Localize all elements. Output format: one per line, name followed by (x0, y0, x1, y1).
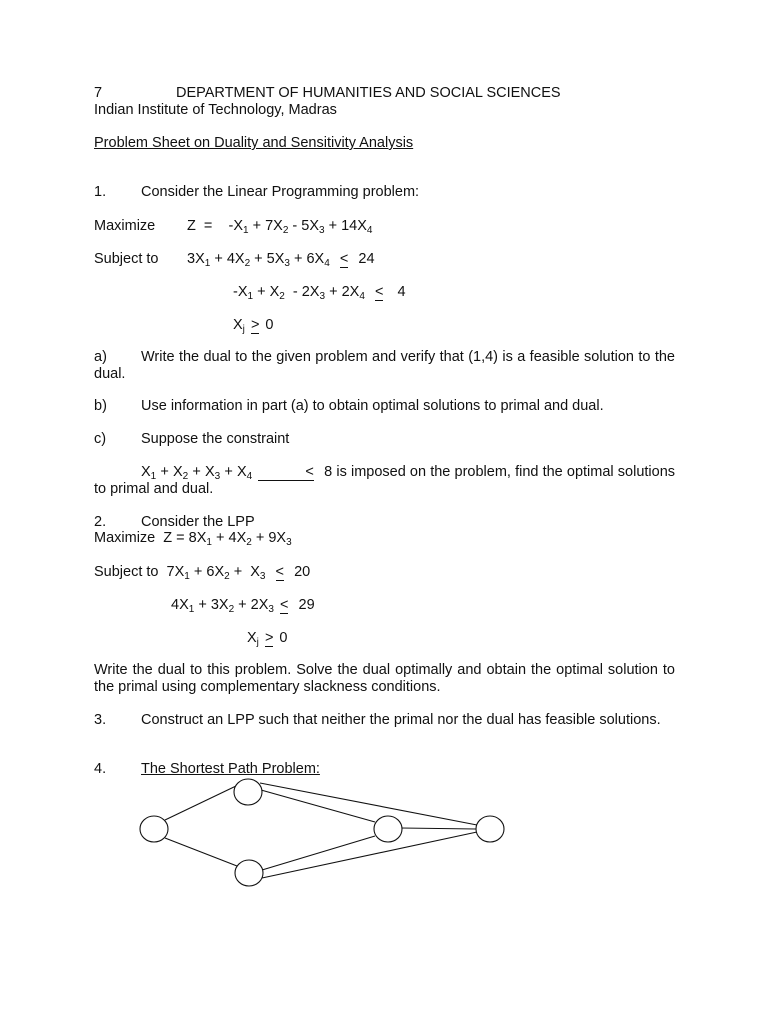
network-node (234, 779, 262, 805)
network-edge (165, 838, 237, 866)
page-number: 7 (94, 85, 103, 101)
problem1-part-c-constraint: $X_1 + X_2 + X_3 + X_4 < 8$ is imposed on the problem, find the optimal solutions to primal and dual. (94, 464, 676, 497)
problem3-number: 3. (94, 712, 107, 728)
network-edge (401, 828, 476, 829)
network-edge (262, 832, 477, 878)
problem1-number: 1. (94, 184, 107, 200)
problem2-text: Write the dual to this problem. Solve the dual optimally and obtain the optimal solution to the primal using complementary slackness conditions. (94, 662, 675, 695)
network-node (476, 816, 504, 842)
problem2-maximize-label: Maximize (94, 530, 156, 546)
problem2-objective: Maximize $Z = 8X_1 + 4X_2 + 9X_3$ (94, 530, 292, 548)
problem2-constraint-1: Subject to $7X_1 + 6X_2 + X_3 < 20$ (94, 564, 311, 582)
problem2-subject-to-label: Subject to (94, 564, 159, 580)
institute-name: Indian Institute of Technology, Madras (94, 102, 337, 118)
problem4-number: 4. (94, 761, 107, 777)
network-node (374, 816, 402, 842)
network-node (140, 816, 168, 842)
problem1-maximize-label: Maximize (94, 218, 156, 234)
department-heading: DEPARTMENT OF HUMANITIES AND SOCIAL SCIENCES (176, 85, 561, 101)
problem1-part-a-label: a) (94, 349, 107, 365)
problem1-intro: Consider the Linear Programming problem: (141, 184, 420, 200)
problem1-part-c-label: c) (94, 431, 107, 447)
network-edge (260, 783, 477, 825)
problem1-subject-to-label: Subject to (94, 251, 159, 267)
problem1-part-c-text: Suppose the constraint (141, 431, 290, 447)
problem1-part-c-cont: 8 is imposed on the problem, find the optimal solutions to primal and dual. (94, 464, 676, 497)
network-edge (165, 786, 236, 820)
network-node (235, 860, 263, 886)
problem1-objective: Z = $-X_1 + 7X_2 - 5X_3 + 14X_4$ (187, 218, 373, 236)
problem2-nonnegativity: $X_j > 0$ (247, 630, 288, 648)
problem1-nonnegativity: $X_j > 0$ (233, 317, 274, 335)
network-edge (261, 790, 375, 822)
sheet-title: Problem Sheet on Duality and Sensitivity Analysis (94, 135, 414, 151)
problem1-part-b-label: b) (94, 398, 107, 414)
problem2-intro: Consider the LPP (141, 514, 255, 530)
problem3-text: Construct an LPP such that neither the primal nor the dual has feasible solutions. (141, 712, 661, 728)
problem1-constraint-2: $-X_1 + X_2 - 2X_3 + 2X_4 < 4$ (233, 284, 406, 302)
problem1-part-b-text: Use information in part (a) to obtain optimal solutions to primal and dual. (141, 398, 604, 414)
network-edge (262, 836, 375, 870)
problem1-constraint-1: $3X_1 + 4X_2 + 5X_3 + 6X_4 < 24$ (187, 251, 375, 269)
problem1-part-a-text: Write the dual to the given problem and verify that (1,4) is a feasible solution to the dual. (94, 349, 675, 382)
problem2-constraint-2: $4X_1 + 3X_2 + 2X_3 < 29$ (171, 597, 315, 615)
problem2-number: 2. (94, 514, 107, 530)
problem4-title: The Shortest Path Problem: (141, 761, 320, 777)
